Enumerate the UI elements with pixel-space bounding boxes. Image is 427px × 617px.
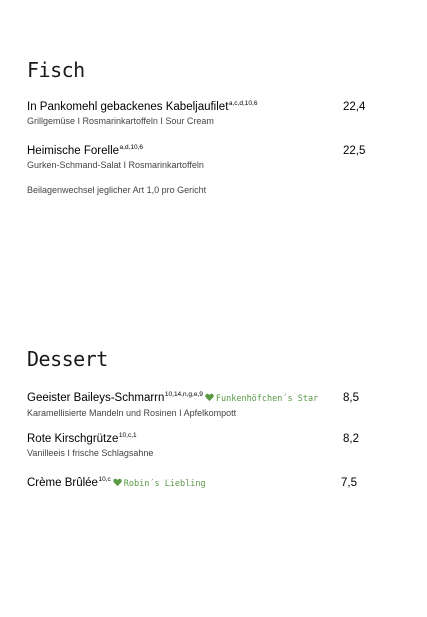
dish-forelle — [27, 144, 204, 171]
allergen-codes: a,d,10,6 — [119, 144, 144, 151]
dish-name — [27, 100, 257, 114]
dish-name — [27, 391, 318, 406]
dish-title: In Pankomehl gebackenes Kabeljaufilet — [27, 101, 229, 113]
dish-tag: Funkenhöfchen´s Star — [215, 394, 319, 404]
price-kabeljaufilet: 22,4 — [343, 101, 366, 113]
dish-description: Vanilleeis I frische Schlagsahne — [27, 448, 154, 458]
price-kirschgruetze: 8,2 — [343, 433, 359, 445]
dish-tag: Robin´s Liebling — [123, 479, 206, 489]
dish-name — [27, 432, 153, 446]
price-creme-brulee: 7,5 — [341, 477, 357, 489]
dish-title: Geeister Baileys-Schmarrn — [27, 392, 165, 404]
dish-description: Gurken-Schmand-Salat I Rosmarinkartoffeln — [27, 160, 204, 170]
allergen-codes: 10,c — [98, 476, 111, 483]
dish-name — [27, 476, 206, 491]
price-forelle: 22,5 — [343, 145, 366, 157]
allergen-codes: a,c,d,10,6 — [228, 100, 258, 107]
dish-name — [27, 144, 204, 158]
dish-creme-brulee — [27, 476, 206, 491]
heart-icon — [205, 393, 214, 402]
dish-kirschgruetze — [27, 432, 153, 459]
section-title-fisch: Fisch — [27, 58, 85, 82]
dish-baileys-schmarrn — [27, 391, 318, 419]
heart-icon — [113, 478, 122, 487]
dish-title: Heimische Forelle — [27, 145, 120, 157]
price-baileys-schmarrn: 8,5 — [343, 392, 359, 404]
dish-title: Rote Kirschgrütze — [27, 433, 119, 445]
dish-kabeljaufilet — [27, 100, 257, 127]
dish-description: Grillgemüse I Rosmarinkartoffeln I Sour Cream — [27, 116, 214, 126]
side-dish-note: Beilagenwechsel jeglicher Art 1,0 pro Gericht — [27, 185, 207, 195]
dish-description: Karamellisierte Mandeln und Rosinen I Apfelkompott — [27, 408, 237, 418]
allergen-codes: 10,14,n,g,e,9 — [164, 391, 203, 398]
dish-title: Crème Brûlée — [27, 477, 98, 489]
section-title-dessert: Dessert — [27, 347, 108, 371]
allergen-codes: 10,c,1 — [118, 432, 137, 439]
